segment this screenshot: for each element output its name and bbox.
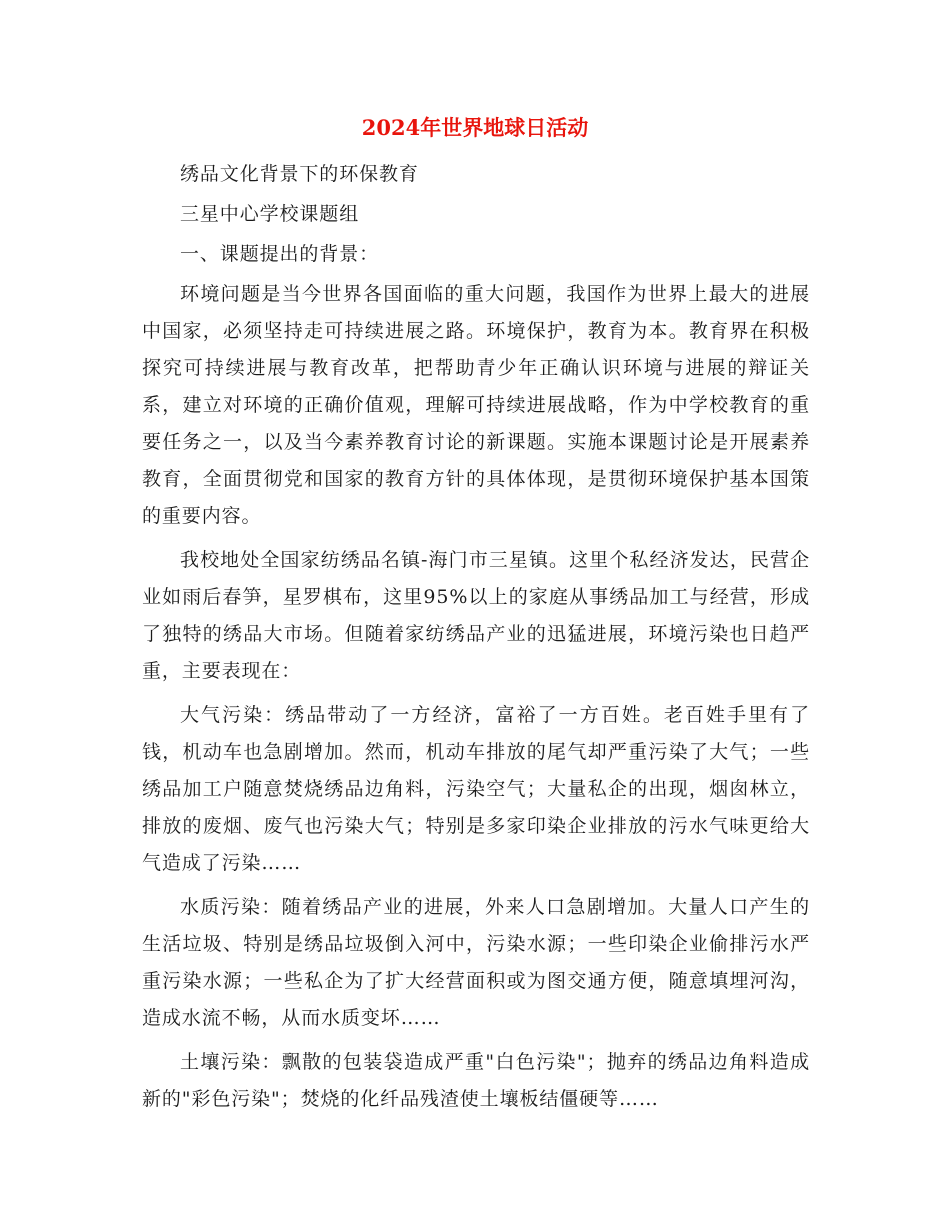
body-paragraph: 环境问题是当今世界各国面临的重大问题，我国作为世界上最大的进展中国家，必须坚持走可持续进展之路。环境保护，教育为本。教育界在积极探究可持续进展与教育改革，把帮助青少年正确认识环境与进展的辩证关系，建立对环境的正确价值观，理解可持续进展战略，作为中学校教育的重要任务之一，以及当今素养教育讨论的新课题。实施本课题讨论是开展素养教育，全面贯彻党和国家的教育方针的具体体现，是贯彻环境保护基本国策的重要内容。 — [142, 283, 810, 527]
document-body — [142, 156, 810, 1125]
author-paragraph: 三星中心学校课题组 — [180, 203, 360, 225]
body-paragraph: 土壤污染：飘散的包装袋造成严重"白色污染"；抛弃的绣品边角料造成新的"彩色污染"；焚烧的化纤品残渣使土壤板结僵硬等…… — [142, 1051, 810, 1110]
body-paragraph: 我校地处全国家纺绣品名镇-海门市三星镇。这里个私经济发达，民营企业如雨后春笋，星罗棋布，这里95%以上的家庭从事绣品加工与经营，形成了独特的绣品大市场。但随着家纺绣品产业的迅猛进展，环境污染也日趋严重，主要表现在： — [142, 549, 810, 682]
body-paragraph: 水质污染：随着绣品产业的进展，外来人口急剧增加。大量人口产生的生活垃圾、特别是绣品垃圾倒入河中，污染水源；一些印染企业偷排污水严重污染水源；一些私企为了扩大经营面积或为图交通方便，随意填埋河沟，造成水流不畅，从而水质变坏…… — [142, 896, 810, 1029]
section-heading: 一、课题提出的背景： — [180, 243, 380, 265]
document-title: 2024年世界地球日活动 — [361, 115, 589, 140]
body-paragraph: 大气污染：绣品带动了一方经济，富裕了一方百姓。老百姓手里有了钱，机动车也急剧增加。然而，机动车排放的尾气却严重污染了大气；一些绣品加工户随意焚烧绣品边角料，污染空气；大量私企的出现，烟囱林立，排放的废烟、废气也污染大气；特别是多家印染企业排放的污水气味更给大气造成了污染…… — [142, 704, 810, 874]
subtitle-paragraph: 绣品文化背景下的环保教育 — [180, 163, 419, 185]
